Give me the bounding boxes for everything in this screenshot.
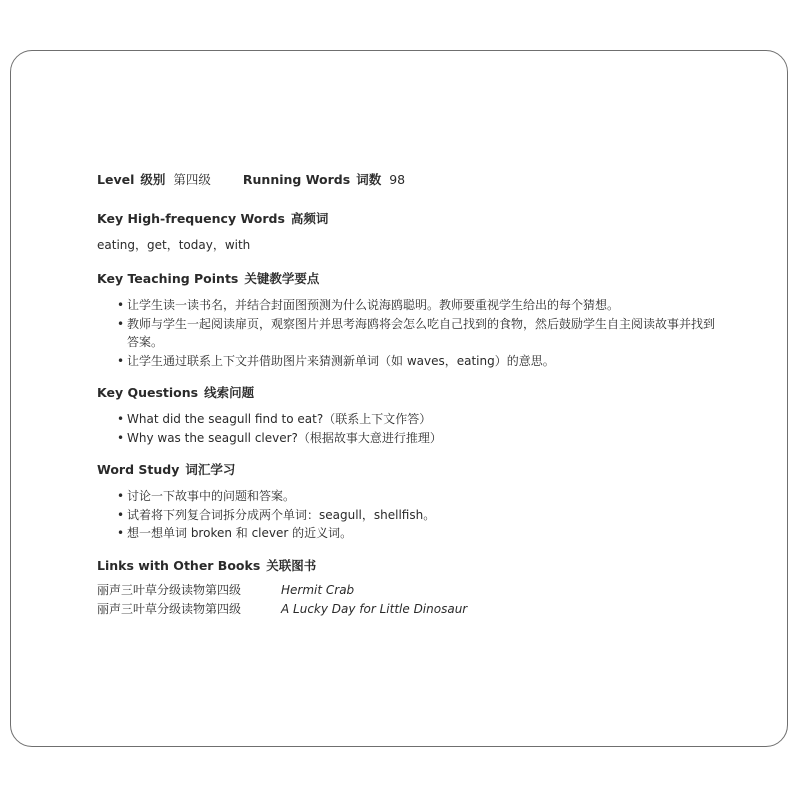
list-item: • 让学生读一读书名，并结合封面图预测为什么说海鸥聪明。教师要重视学生给出的每个猜想。 xyxy=(97,296,717,315)
running-words-label: Running Words xyxy=(242,172,351,187)
section-heading xyxy=(97,382,717,404)
word-study-section xyxy=(97,459,717,543)
level-value: 第四级 xyxy=(173,172,211,187)
heading-en: Links with Other Books xyxy=(97,557,261,573)
heading-cn: 线索问题 xyxy=(204,385,255,400)
teaching-points-section xyxy=(97,268,717,370)
list-item: • What did the seagull find to eat?（联系上下文作答） xyxy=(97,410,717,429)
running-words-value: 98 xyxy=(389,172,406,187)
link-series: 丽声三叶草分级读物第四级 xyxy=(97,582,242,597)
section-heading xyxy=(97,555,717,577)
list-item: • 教师与学生一起阅读扉页，观察图片并思考海鸥将会怎么吃自己找到的食物，然后鼓励学生自主阅读故事并找到答案。 xyxy=(97,315,717,352)
link-book-title: A Lucky Day for Little Dinosaur xyxy=(281,601,468,616)
link-row xyxy=(97,600,717,619)
teaching-points-list xyxy=(97,296,717,370)
key-questions-list xyxy=(97,410,717,447)
list-item: • 试着将下列复合词拆分成两个单词：seagull，shellfish。 xyxy=(97,506,717,525)
hf-words-section xyxy=(97,208,717,256)
section-heading xyxy=(97,459,717,481)
meta-row xyxy=(97,170,717,196)
heading-cn: 关联图书 xyxy=(266,557,317,573)
section-heading xyxy=(97,268,717,290)
heading-en: Word Study xyxy=(97,462,180,477)
link-row xyxy=(97,581,717,600)
heading-cn: 高频词 xyxy=(290,211,329,226)
link-series: 丽声三叶草分级读物第四级 xyxy=(97,601,242,616)
heading-en: Key High-frequency Words xyxy=(97,211,285,226)
heading-cn: 关键教学要点 xyxy=(244,271,320,286)
list-item: • Why was the seagull clever?（根据故事大意进行推理） xyxy=(97,429,717,448)
list-item: • 让学生通过联系上下文并借助图片来猜测新单词（如 waves，eating）的意思。 xyxy=(97,352,717,371)
key-questions-section xyxy=(97,382,717,447)
list-item: • 想一想单词 broken 和 clever 的近义词。 xyxy=(97,524,717,543)
links-section xyxy=(97,555,717,619)
link-book-title: Hermit Crab xyxy=(281,582,355,597)
book-info-card xyxy=(97,170,717,619)
running-words-label-cn: 词数 xyxy=(356,172,382,187)
level-label-cn: 级别 xyxy=(140,172,166,187)
links-list xyxy=(97,581,717,619)
list-item: • 讨论一下故事中的问题和答案。 xyxy=(97,487,717,506)
hf-words-text: eating，get，today，with xyxy=(97,238,251,252)
level-label: Level xyxy=(97,172,135,187)
word-study-list xyxy=(97,487,717,543)
heading-cn: 词汇学习 xyxy=(185,462,236,477)
heading-en: Key Teaching Points xyxy=(97,271,239,286)
heading-en: Key Questions xyxy=(97,385,199,400)
section-heading xyxy=(97,208,717,230)
